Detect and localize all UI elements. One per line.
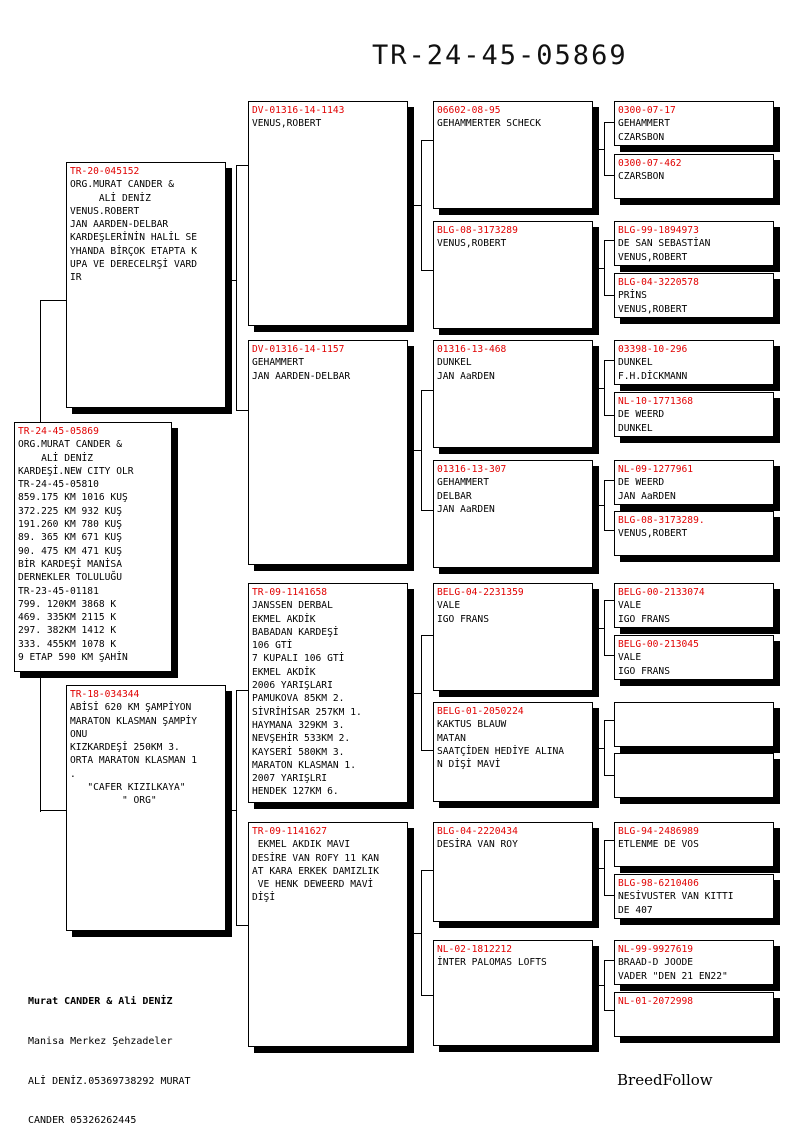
bird-info-line: GEHAMMERT bbox=[618, 118, 670, 130]
ring-number: BLG-94-2486989 bbox=[618, 826, 699, 837]
bird-info-line: JAN AaRDEN bbox=[437, 370, 495, 382]
connector-line bbox=[40, 300, 66, 301]
bird-info-line: IGO FRANS bbox=[618, 665, 670, 677]
ancestor-card bbox=[614, 702, 774, 747]
grandparent-card bbox=[248, 101, 408, 326]
connector-line bbox=[604, 840, 605, 895]
connector-line bbox=[40, 810, 66, 811]
bird-info-line: MARATON KLASMAN 1. bbox=[252, 759, 356, 771]
bird-info-line: 7 KUPALI 106 GTİ bbox=[252, 653, 345, 665]
bird-info-line: BABADAN KARDEŞİ bbox=[252, 626, 339, 638]
bird-info-line: 9 ETAP 590 KM ŞAHİN bbox=[18, 652, 128, 664]
bird-info-line: DUNKEL bbox=[437, 357, 472, 369]
great-grandparent-card bbox=[433, 101, 593, 209]
connector-line bbox=[604, 360, 605, 415]
ring-number: TR-09-1141658 bbox=[252, 587, 328, 598]
bird-info-line: GEHAMMERTER SCHECK bbox=[437, 118, 541, 130]
bird-info-line: KARDEŞİ.NEW CITY OLR bbox=[18, 465, 134, 477]
bird-info-line: IGO FRANS bbox=[437, 613, 489, 625]
bird-info-line: DERNEKLER TOLULUĞU bbox=[18, 572, 122, 584]
connector-line bbox=[421, 390, 422, 510]
ring-number: 01316-13-307 bbox=[437, 464, 507, 475]
connector-line bbox=[236, 925, 248, 926]
bird-info-line: JAN AaRDEN bbox=[437, 503, 495, 515]
bird-info-line: JAN AaRDEN bbox=[618, 490, 676, 502]
bird-info-line: PAMUKOVA 85KM 2. bbox=[252, 693, 345, 705]
connector-line bbox=[408, 205, 421, 206]
connector-line bbox=[604, 360, 614, 361]
connector-line bbox=[421, 390, 433, 391]
ring-number: TR-24-45-05869 bbox=[18, 426, 99, 437]
ancestor-card bbox=[614, 822, 774, 867]
connector-line bbox=[226, 280, 236, 281]
ancestor-card bbox=[614, 460, 774, 505]
connector-line bbox=[236, 410, 248, 411]
bird-info-line: VENUS,ROBERT bbox=[437, 238, 507, 250]
connector-line bbox=[593, 748, 604, 749]
connector-line bbox=[236, 165, 248, 166]
bird-info-line: VENUS,ROBERT bbox=[618, 303, 688, 315]
connector-line bbox=[604, 415, 614, 416]
bird-info-line: 859.175 KM 1016 KUŞ bbox=[18, 492, 128, 504]
bird-info-line: VALE bbox=[437, 600, 461, 612]
bird-info-line: AT KARA ERKEK DAMIZLIK bbox=[252, 865, 380, 877]
ring-number: BLG-99-1894973 bbox=[618, 225, 699, 236]
connector-line bbox=[593, 388, 604, 389]
bird-info-line: . bbox=[70, 768, 76, 780]
great-grandparent-card bbox=[433, 702, 593, 802]
bird-info-line: ABİSİ 620 KM ŞAMPİYON bbox=[70, 702, 192, 714]
bird-info-line: VENUS.ROBERT bbox=[70, 205, 140, 217]
connector-line bbox=[604, 122, 605, 175]
bird-info-line: VADER "DEN 21 EN22" bbox=[618, 970, 728, 982]
grandparent-card bbox=[248, 822, 408, 1047]
connector-line bbox=[236, 690, 248, 691]
bird-info-line: JAN AARDEN-DELBAR bbox=[252, 370, 351, 382]
ancestor-card bbox=[614, 511, 774, 556]
ring-number: NL-02-1812212 bbox=[437, 944, 513, 955]
ancestor-card bbox=[614, 221, 774, 266]
bird-info-line: KIZKARDEŞİ 250KM 3. bbox=[70, 742, 180, 754]
ring-number: 0300-07-462 bbox=[618, 158, 682, 169]
connector-line bbox=[40, 672, 41, 812]
ring-number: TR-20-045152 bbox=[70, 166, 140, 177]
connector-line bbox=[421, 140, 433, 141]
bird-info-line: KAKTUS BLAUW bbox=[437, 719, 507, 731]
page-title: TR-24-45-05869 bbox=[372, 40, 628, 71]
connector-line bbox=[421, 870, 422, 995]
ring-number: BLG-04-3220578 bbox=[618, 277, 699, 288]
ring-number: NL-99-9927619 bbox=[618, 944, 694, 955]
bird-info-line: SAATÇİDEN HEDİYE ALINA bbox=[437, 745, 565, 757]
ancestor-card bbox=[614, 154, 774, 199]
connector-line bbox=[421, 750, 433, 751]
connector-line bbox=[593, 868, 604, 869]
connector-line bbox=[604, 840, 614, 841]
connector-line bbox=[593, 149, 604, 150]
owner-address: Manisa Merkez Şehzadeler bbox=[28, 1036, 173, 1048]
connector-line bbox=[604, 480, 605, 530]
bird-info-line: JANSSEN DERBAL bbox=[252, 600, 333, 612]
bird-info-line: SİVRİHİSAR 257KM 1. bbox=[252, 706, 362, 718]
ancestor-card bbox=[614, 340, 774, 385]
bird-info-line: VALE bbox=[618, 600, 642, 612]
connector-line bbox=[421, 870, 433, 871]
bird-info-line: 297. 382KM 1412 K bbox=[18, 625, 117, 637]
bird-info-line: EKMEL AKDİK bbox=[252, 666, 316, 678]
bird-info-line: IR bbox=[70, 272, 82, 284]
connector-line bbox=[421, 995, 433, 996]
ancestor-card bbox=[614, 992, 774, 1037]
ancestor-card bbox=[614, 940, 774, 985]
bird-info-line: 372.225 KM 932 KUŞ bbox=[18, 505, 122, 517]
connector-line bbox=[604, 720, 605, 775]
connector-line bbox=[604, 775, 614, 776]
bird-info-line: ORTA MARATON KLASMAN 1 bbox=[70, 755, 198, 767]
connector-line bbox=[593, 268, 604, 269]
connector-line bbox=[408, 450, 421, 451]
bird-info-line: EKMEL AKDIK MAVI bbox=[252, 839, 351, 851]
bird-info-line: HENDEK 127KM 6. bbox=[252, 786, 339, 798]
bird-info-line: DE 407 bbox=[618, 904, 653, 916]
connector-line bbox=[421, 635, 422, 750]
connector-line bbox=[421, 635, 433, 636]
bird-info-line: "CAFER KIZILKAYA" bbox=[70, 782, 186, 794]
bird-info-line: CZARSBON bbox=[618, 131, 665, 143]
ring-number: BELG-00-2133074 bbox=[618, 587, 705, 598]
connector-line bbox=[408, 933, 421, 934]
connector-line bbox=[604, 655, 614, 656]
owner-phone-1: ALİ DENİZ.05369738292 MURAT bbox=[28, 1075, 191, 1087]
connector-line bbox=[236, 165, 237, 410]
bird-info-line: HAYMANA 329KM 3. bbox=[252, 719, 345, 731]
bird-info-line: ONU bbox=[70, 728, 88, 740]
bird-info-line: 469. 335KM 2115 K bbox=[18, 612, 117, 624]
bird-info-line: N DİŞİ MAVİ bbox=[437, 759, 501, 771]
bird-info-line: DUNKEL bbox=[618, 422, 653, 434]
bird-info-line: MATAN bbox=[437, 732, 466, 744]
connector-line bbox=[226, 810, 236, 811]
connector-line bbox=[593, 985, 604, 986]
ancestor-card bbox=[614, 583, 774, 628]
bird-info-line: DESİRA VAN ROY bbox=[437, 839, 518, 851]
connector-line bbox=[236, 690, 237, 925]
connector-line bbox=[604, 480, 614, 481]
owner-name: Murat CANDER & Ali DENİZ bbox=[28, 996, 173, 1008]
bird-info-line: BRAAD-D JOODE bbox=[618, 957, 694, 969]
connector-line bbox=[604, 600, 614, 601]
bird-info-line: TR-24-45-05810 bbox=[18, 479, 99, 491]
connector-line bbox=[604, 240, 614, 241]
ring-number: BLG-08-3173289. bbox=[618, 515, 705, 526]
ancestor-card bbox=[614, 635, 774, 680]
great-grandparent-card bbox=[433, 940, 593, 1046]
bird-info-line: VENUS,ROBERT bbox=[618, 251, 688, 263]
ancestor-card bbox=[614, 273, 774, 318]
great-grandparent-card bbox=[433, 221, 593, 329]
ring-number: 03398-10-296 bbox=[618, 344, 688, 355]
bird-info-line: ALİ DENİZ bbox=[70, 192, 151, 204]
ring-number: TR-09-1141627 bbox=[252, 826, 328, 837]
ring-number: DV-01316-14-1143 bbox=[252, 105, 345, 116]
bird-info-line: VE HENK DEWEERD MAVİ bbox=[252, 879, 374, 891]
dam-card bbox=[66, 685, 226, 931]
bird-info-line: 106 GTİ bbox=[252, 640, 293, 652]
ring-number: BELG-00-213045 bbox=[618, 639, 699, 650]
bird-info-line: DUNKEL bbox=[618, 357, 653, 369]
ancestor-card bbox=[614, 101, 774, 146]
connector-line bbox=[604, 175, 614, 176]
great-grandparent-card bbox=[433, 460, 593, 568]
connector-line bbox=[421, 140, 422, 270]
bird-info-line: 191.260 KM 780 KUŞ bbox=[18, 519, 122, 531]
bird-info-line: PRİNS bbox=[618, 290, 647, 302]
connector-line bbox=[604, 960, 605, 1010]
great-grandparent-card bbox=[433, 583, 593, 691]
bird-info-line: NESİVUSTER VAN KITTI bbox=[618, 891, 734, 903]
bird-info-line: VENUS,ROBERT bbox=[618, 528, 688, 540]
bird-info-line: EKMEL AKDİK bbox=[252, 613, 316, 625]
bird-info-line: CZARSBON bbox=[618, 171, 665, 183]
connector-line bbox=[604, 895, 614, 896]
ancestor-card bbox=[614, 753, 774, 798]
bird-info-line: DELBAR bbox=[437, 490, 472, 502]
ring-number: TR-18-034344 bbox=[70, 689, 140, 700]
bird-info-line: TR-23-45-01181 bbox=[18, 585, 99, 597]
connector-line bbox=[421, 270, 433, 271]
ring-number: DV-01316-14-1157 bbox=[252, 344, 345, 355]
bird-info-line: İNTER PALOMAS LOFTS bbox=[437, 957, 547, 969]
ring-number: 01316-13-468 bbox=[437, 344, 507, 355]
ring-number: 0300-07-17 bbox=[618, 105, 676, 116]
ring-number: NL-10-1771368 bbox=[618, 396, 694, 407]
bird-info-line: 89. 365 KM 671 KUŞ bbox=[18, 532, 122, 544]
bird-info-line: ORG.MURAT CANDER & bbox=[70, 179, 174, 191]
bird-info-line: NEVŞEHİR 533KM 2. bbox=[252, 733, 351, 745]
connector-line bbox=[593, 505, 604, 506]
connector-line bbox=[421, 510, 433, 511]
bird-info-line: JAN AARDEN-DELBAR bbox=[70, 219, 169, 231]
bird-info-line: " ORG" bbox=[70, 795, 157, 807]
owner-phone-2: CANDER 05326262445 bbox=[28, 1115, 137, 1127]
bird-info-line: YHANDA BİRÇOK ETAPTA K bbox=[70, 245, 198, 257]
ring-number: NL-01-2072998 bbox=[618, 996, 694, 1007]
connector-line bbox=[604, 960, 614, 961]
bird-info-line: MARATON KLASMAN ŞAMPİY bbox=[70, 715, 198, 727]
bird-info-line: GEHAMMERT bbox=[252, 357, 304, 369]
connector-line bbox=[604, 122, 614, 123]
bird-info-line: UPA VE DERECELRŞİ VARD bbox=[70, 259, 198, 271]
sire-card bbox=[66, 162, 226, 408]
ring-number: BLG-98-6210406 bbox=[618, 878, 699, 889]
connector-line bbox=[408, 693, 421, 694]
connector-line bbox=[604, 530, 614, 531]
connector-line bbox=[40, 300, 41, 422]
connector-line bbox=[604, 600, 605, 655]
bird-info-line: KAYSERİ 580KM 3. bbox=[252, 746, 345, 758]
bird-info-line: KARDEŞLERİNİN HALİL SE bbox=[70, 232, 198, 244]
ring-number: BELG-04-2231359 bbox=[437, 587, 524, 598]
bird-info-line: 333. 455KM 1078 K bbox=[18, 638, 117, 650]
bird-info-line: DİŞİ bbox=[252, 892, 276, 904]
bird-info-line: 90. 475 KM 471 KUŞ bbox=[18, 545, 122, 557]
bird-info-line: DE WEERD bbox=[618, 409, 665, 421]
ring-number: NL-09-1277961 bbox=[618, 464, 694, 475]
bird-info-line: DE WEERD bbox=[618, 477, 665, 489]
connector-line bbox=[593, 628, 604, 629]
bird-info-line: ORG.MURAT CANDER & bbox=[18, 439, 122, 451]
bird-info-line: DE SAN SEBASTİAN bbox=[618, 238, 711, 250]
subject-bird-card bbox=[14, 422, 172, 672]
bird-info-line: DESİRE VAN ROFY 11 KAN bbox=[252, 852, 380, 864]
ring-number: 06602-08-95 bbox=[437, 105, 501, 116]
connector-line bbox=[604, 1010, 614, 1011]
bird-info-line: F.H.DİCKMANN bbox=[618, 370, 688, 382]
bird-info-line: 799. 120KM 3868 K bbox=[18, 598, 117, 610]
great-grandparent-card bbox=[433, 822, 593, 922]
bird-info-line: 2006 YARIŞLARI bbox=[252, 680, 333, 692]
connector-line bbox=[604, 720, 614, 721]
great-grandparent-card bbox=[433, 340, 593, 448]
ancestor-card bbox=[614, 874, 774, 919]
grandparent-card bbox=[248, 583, 408, 803]
ring-number: BLG-08-3173289 bbox=[437, 225, 518, 236]
bird-info-line: ETLENME DE VOS bbox=[618, 839, 699, 851]
bird-info-line: ALİ DENİZ bbox=[18, 452, 94, 464]
bird-info-line: BİR KARDEŞİ MANİSA bbox=[18, 558, 122, 570]
bird-info-line: GEHAMMERT bbox=[437, 477, 489, 489]
owner-contact bbox=[28, 969, 191, 1141]
bird-info-line: 2007 YARIŞLRI bbox=[252, 773, 328, 785]
bird-info-line: VENUS,ROBERT bbox=[252, 118, 322, 130]
ring-number: BELG-01-2050224 bbox=[437, 706, 524, 717]
bird-info-line: VALE bbox=[618, 652, 642, 664]
grandparent-card bbox=[248, 340, 408, 565]
ancestor-card bbox=[614, 392, 774, 437]
connector-line bbox=[604, 295, 614, 296]
ring-number: BLG-04-2220434 bbox=[437, 826, 518, 837]
connector-line bbox=[604, 240, 605, 295]
brand-logo: BreedFollow bbox=[617, 1071, 713, 1089]
bird-info-line: IGO FRANS bbox=[618, 613, 670, 625]
